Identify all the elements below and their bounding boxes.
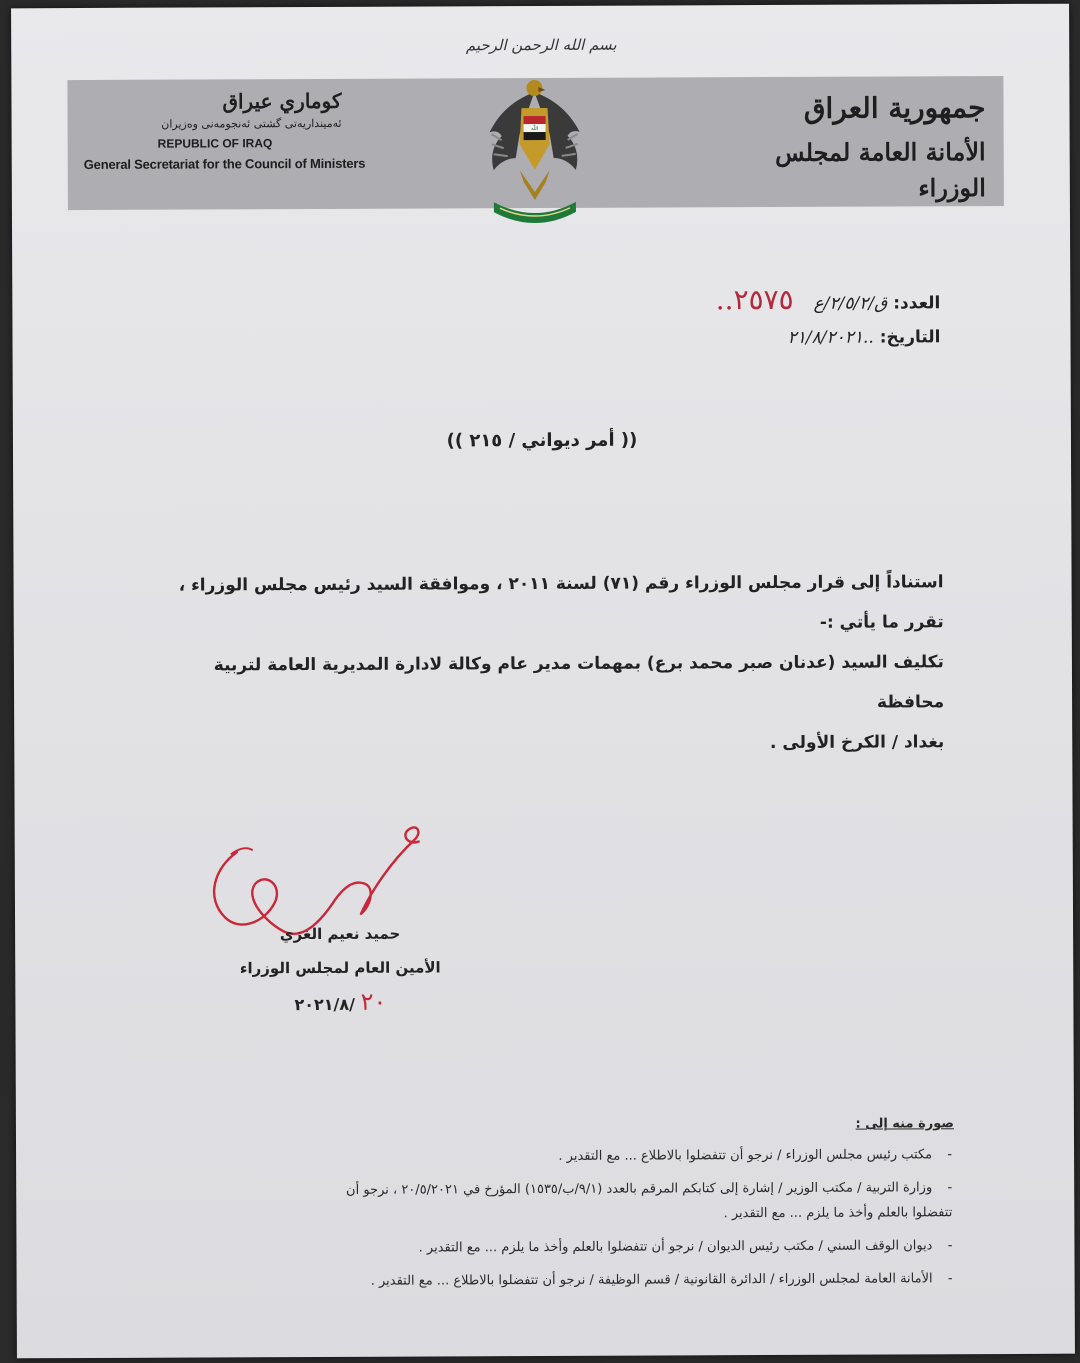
- copy-item-text: الأمانة العامة لمجلس الوزراء / الدائرة القانونية / قسم الوظيفة / نرجو أن تتفضلوا بالاطلاع ... مع التقدير .: [370, 1271, 933, 1289]
- arabic-country-name: جمهورية العراق: [803, 91, 986, 125]
- copy-item: -ديوان الوقف السني / مكتب رئيس الديوان / نرجو أن تتفضلوا بالعلم وأخذ ما يلزم ... مع التقدير .: [418, 1238, 953, 1256]
- reference-block: [716, 282, 941, 355]
- body-line-3: تكليف السيد (عدنان صبر محمد برع) بمهمات مدير عام وكالة لادارة المديرية العامة لتربية محافظة: [213, 652, 945, 713]
- document-page: [11, 4, 1075, 1359]
- copies-title: صورة منه إلى :: [855, 1116, 954, 1132]
- svg-text:اللّٰه: اللّٰه: [530, 126, 539, 133]
- copy-item: -وزارة التربية / مكتب الوزير / إشارة إلى كتابكم المرقم بالعدد (٩/١/ب/١٥٣٥) المؤرخ في ٢٠/٥/٢٠٢١ ، نرجو أن تتفضلوا بالعلم وأخذ ما يلزم ... مع التقدير .: [84, 1178, 954, 1226]
- body-line-4: بغداد / الكرخ الأولى .: [769, 732, 945, 754]
- copies-block: [84, 1114, 955, 1306]
- kurdish-secretariat-name: ئەمینداریەتی گشتی ئەنجومەنی وەزیران: [161, 116, 342, 131]
- basmala: بسم الله الرحمن الرحيم: [465, 35, 617, 55]
- reference-number-prefix: ق/٢/٥/٢/ع: [813, 293, 888, 314]
- eagle-emblem-icon: [479, 74, 590, 234]
- signature-date: [215, 984, 465, 1022]
- signature-date-printed: /٢٠٢١/٨: [294, 994, 356, 1015]
- signer-position: الأمين العام لمجلس الوزراء: [239, 958, 441, 978]
- english-secretariat-name: General Secretariat for the Council of Ministers: [83, 155, 366, 172]
- copy-item: -مكتب رئيس مجلس الوزراء / نرجو أن تتفضلوا بالاطلاع ... مع التقدير .: [558, 1147, 953, 1164]
- reference-number-label: العدد:: [893, 293, 941, 314]
- signer-name: حميد نعيم الغزي: [279, 924, 401, 944]
- reference-number-handwritten: ٢٥٧٥..: [715, 282, 794, 317]
- letterhead: [67, 76, 1004, 210]
- kurdish-country-name: كوماري عيراق: [222, 88, 342, 114]
- letterhead-left: [81, 89, 381, 172]
- order-body: [143, 562, 944, 765]
- copy-item-continuation: تتفضلوا بالعلم وأخذ ما يلزم ... مع التقدير .: [723, 1205, 953, 1222]
- copy-item: -الأمانة العامة لمجلس الوزراء / الدائرة القانونية / قسم الوظيفة / نرجو أن تتفضلوا بالاطلاع ... مع التقدير .: [370, 1271, 953, 1289]
- reference-date-row: [716, 320, 941, 355]
- reference-number-row: [716, 282, 941, 321]
- signature-date-handwritten: ٢٠: [360, 987, 387, 1016]
- arabic-secretariat-name: الأمانة العامة لمجلس الوزراء: [775, 137, 986, 203]
- body-line-2: تقرر ما يأتي :-: [819, 612, 944, 633]
- copy-item-text: وزارة التربية / مكتب الوزير / إشارة إلى كتابكم المرقم بالعدد (٩/١/ب/١٥٣٥) المؤرخ في ٢٠/٥/٢٠٢١ ، نرجو أن: [346, 1180, 933, 1198]
- body-line-1: استناداً إلى قرار مجلس الوزراء رقم (٧١) لسنة ٢٠١١ ، وموافقة السيد رئيس مجلس الوزراء ،: [178, 572, 944, 596]
- signer-block: [215, 916, 465, 1022]
- reference-date-value: ..٢١/٨/٢٠٢١: [787, 327, 874, 348]
- reference-date-label: التاريخ:: [879, 327, 941, 348]
- order-title: (( أمر ديواني / ٢١٥ )): [446, 429, 638, 452]
- copy-item-text: ديوان الوقف السني / مكتب رئيس الديوان / نرجو أن تتفضلوا بالعلم وأخذ ما يلزم ... مع التقدير .: [418, 1238, 933, 1256]
- letterhead-right: [725, 90, 986, 207]
- english-country-name: REPUBLIC OF IRAQ: [157, 136, 273, 151]
- copy-item-text: مكتب رئيس مجلس الوزراء / نرجو أن تتفضلوا بالاطلاع ... مع التقدير .: [558, 1147, 933, 1164]
